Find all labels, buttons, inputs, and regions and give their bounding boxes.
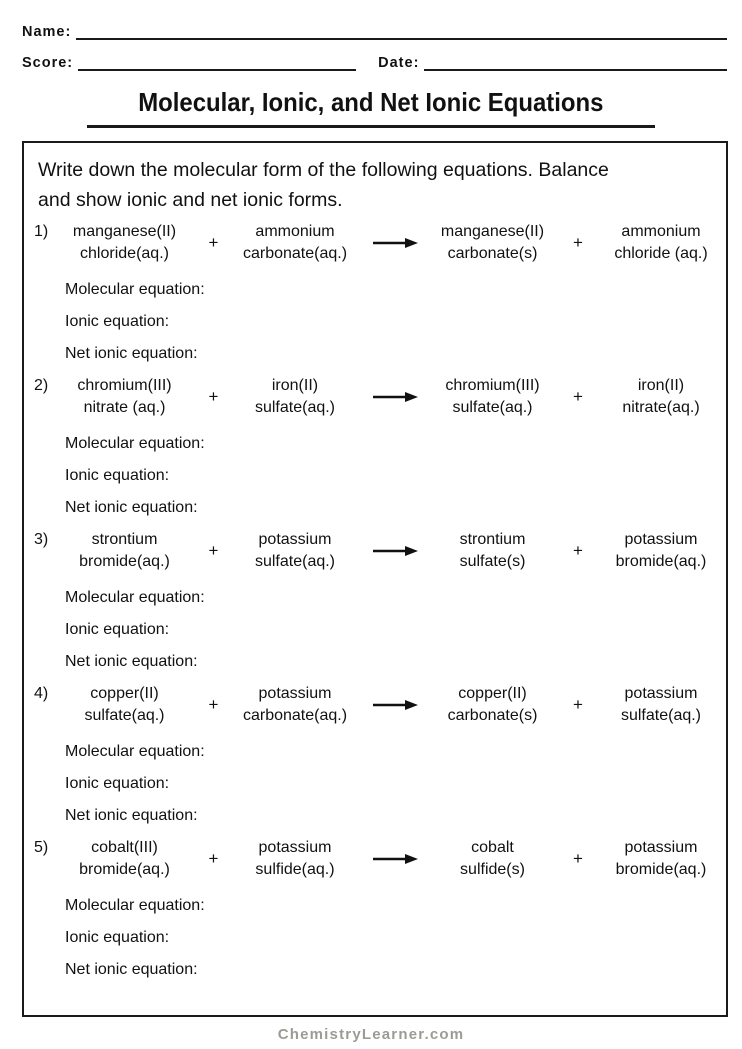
product-1-line-2: carbonate(s) (447, 707, 538, 724)
product-2 (601, 221, 721, 265)
name-blank-line (76, 26, 727, 40)
problem-number: 5) (34, 839, 49, 856)
worksheet-box (22, 141, 728, 1017)
product-2-line-2: chloride (aq.) (614, 245, 708, 262)
product-2-line-1: iron(II) (637, 377, 685, 394)
reactant-2-line-1: ammonium (255, 223, 335, 240)
product-1-line-1: strontium (459, 531, 526, 548)
problem-block (24, 529, 726, 673)
reactant-2 (230, 529, 360, 573)
product-2-line-1: potassium (624, 685, 698, 702)
molecular-equation-label: Molecular equation: (65, 897, 205, 914)
page-title: Molecular, Ionic, and Net Ionic Equations (138, 87, 604, 117)
plus-sign: + (208, 695, 219, 714)
reactant-2 (230, 683, 360, 727)
product-1-line-1: manganese(II) (440, 223, 545, 240)
product-2-line-1: ammonium (621, 223, 701, 240)
product-1-line-2: carbonate(s) (447, 245, 538, 262)
name-field-row (22, 0, 727, 40)
problem-number: 3) (34, 531, 49, 548)
reactant-2-line-2: sulfate(aq.) (254, 553, 336, 570)
reactant-2-line-1: potassium (258, 685, 332, 702)
plus-sign: + (573, 849, 583, 868)
molecular-equation-label: Molecular equation: (65, 281, 205, 298)
problem-block (24, 837, 726, 981)
score-label: Score: (22, 55, 74, 71)
ionic-equation-label: Ionic equation: (65, 621, 170, 638)
problem-block (24, 221, 726, 365)
plus-sign: + (573, 695, 583, 714)
product-2 (601, 837, 721, 881)
product-1 (430, 529, 555, 573)
problem-block (24, 375, 726, 519)
product-1 (430, 683, 555, 727)
equation-row (24, 837, 726, 881)
plus-sign: + (208, 233, 219, 252)
footer-site-name: ChemistryLearner.com (277, 1026, 465, 1043)
reaction-arrow-icon (360, 545, 430, 557)
plus-sign: + (573, 233, 583, 252)
reactant-1-line-1: manganese(II) (72, 223, 177, 240)
equation-row (24, 529, 726, 573)
reactant-1-line-2: nitrate (aq.) (83, 399, 166, 416)
reactant-1-line-1: chromium(III) (77, 377, 172, 394)
ionic-equation-label: Ionic equation: (65, 313, 170, 330)
reactant-2-line-2: carbonate(aq.) (242, 245, 348, 262)
reaction-arrow-icon (360, 237, 430, 249)
reactant-2 (230, 837, 360, 881)
reactant-2-line-1: potassium (258, 531, 332, 548)
reactant-1-line-2: bromide(aq.) (79, 861, 170, 878)
problem-block (24, 683, 726, 827)
reactant-1 (52, 683, 197, 727)
reactant-1 (52, 529, 197, 573)
product-1-line-2: sulfate(aq.) (452, 399, 533, 416)
product-2-line-2: bromide(aq.) (615, 553, 707, 570)
product-1 (430, 221, 555, 265)
reactant-1 (52, 221, 197, 265)
problem-number: 1) (34, 223, 49, 240)
equation-row (24, 221, 726, 265)
plus-sign: + (208, 387, 219, 406)
date-blank-line (424, 57, 727, 71)
plus-sign: + (208, 849, 219, 868)
product-1 (430, 837, 555, 881)
net-ionic-equation-label: Net ionic equation: (65, 807, 198, 824)
score-date-field-row (22, 55, 727, 71)
product-2-line-2: bromide(aq.) (615, 861, 707, 878)
ionic-equation-label: Ionic equation: (65, 929, 170, 946)
reactant-2 (230, 221, 360, 265)
problems-list (24, 221, 726, 981)
name-label: Name: (22, 24, 72, 40)
reactant-2-line-2: sulfate(aq.) (254, 399, 336, 416)
reaction-arrow-icon (360, 391, 430, 403)
reactant-2-line-2: sulfide(aq.) (255, 861, 335, 878)
title-block (0, 87, 742, 128)
net-ionic-equation-label: Net ionic equation: (65, 961, 198, 978)
problem-number: 4) (34, 685, 49, 702)
molecular-equation-label: Molecular equation: (65, 743, 205, 760)
reactant-1-line-2: sulfate(aq.) (84, 707, 165, 724)
product-1-line-2: sulfate(s) (459, 553, 526, 570)
score-blank-line (78, 57, 356, 71)
product-2-line-1: potassium (624, 839, 698, 856)
product-2 (601, 375, 721, 419)
product-2-line-2: nitrate(aq.) (622, 399, 700, 416)
net-ionic-equation-label: Net ionic equation: (65, 345, 198, 362)
product-1-line-2: sulfide(s) (460, 861, 525, 878)
equation-row (24, 375, 726, 419)
product-2-line-2: sulfate(aq.) (620, 707, 702, 724)
equation-row (24, 683, 726, 727)
ionic-equation-label: Ionic equation: (65, 467, 170, 484)
molecular-equation-label: Molecular equation: (65, 435, 205, 452)
date-label: Date: (378, 55, 420, 71)
reaction-arrow-icon (360, 853, 430, 865)
reactant-1-line-1: copper(II) (90, 685, 159, 702)
product-2 (601, 529, 721, 573)
net-ionic-equation-label: Net ionic equation: (65, 653, 198, 670)
reaction-arrow-icon (360, 699, 430, 711)
title-underline (87, 125, 655, 128)
plus-sign: + (573, 541, 583, 560)
reactant-2-line-2: carbonate(aq.) (242, 707, 348, 724)
reactant-1 (52, 837, 197, 881)
reactant-2-line-1: potassium (258, 839, 332, 856)
product-2-line-1: potassium (624, 531, 698, 548)
product-1-line-1: copper(II) (458, 685, 527, 702)
reactant-2-line-1: iron(II) (271, 377, 319, 394)
instructions-line-2: and show ionic and net ionic forms. (38, 189, 343, 211)
net-ionic-equation-label: Net ionic equation: (65, 499, 198, 516)
ionic-equation-label: Ionic equation: (65, 775, 170, 792)
plus-sign: + (573, 387, 583, 406)
instructions (24, 151, 726, 215)
reactant-1-line-2: bromide(aq.) (79, 553, 170, 570)
product-1 (430, 375, 555, 419)
reactant-1-line-1: cobalt(III) (91, 839, 158, 856)
problem-number: 2) (34, 377, 49, 394)
reactant-1-line-2: chloride(aq.) (80, 245, 169, 262)
product-1-line-1: cobalt (471, 839, 514, 856)
plus-sign: + (208, 541, 219, 560)
reactant-1 (52, 375, 197, 419)
reactant-2 (230, 375, 360, 419)
product-2 (601, 683, 721, 727)
molecular-equation-label: Molecular equation: (65, 589, 205, 606)
instructions-line-1: Write down the molecular form of the following equations. Balance (38, 159, 609, 181)
product-1-line-1: chromium(III) (445, 377, 540, 394)
reactant-1-line-1: strontium (91, 531, 158, 548)
